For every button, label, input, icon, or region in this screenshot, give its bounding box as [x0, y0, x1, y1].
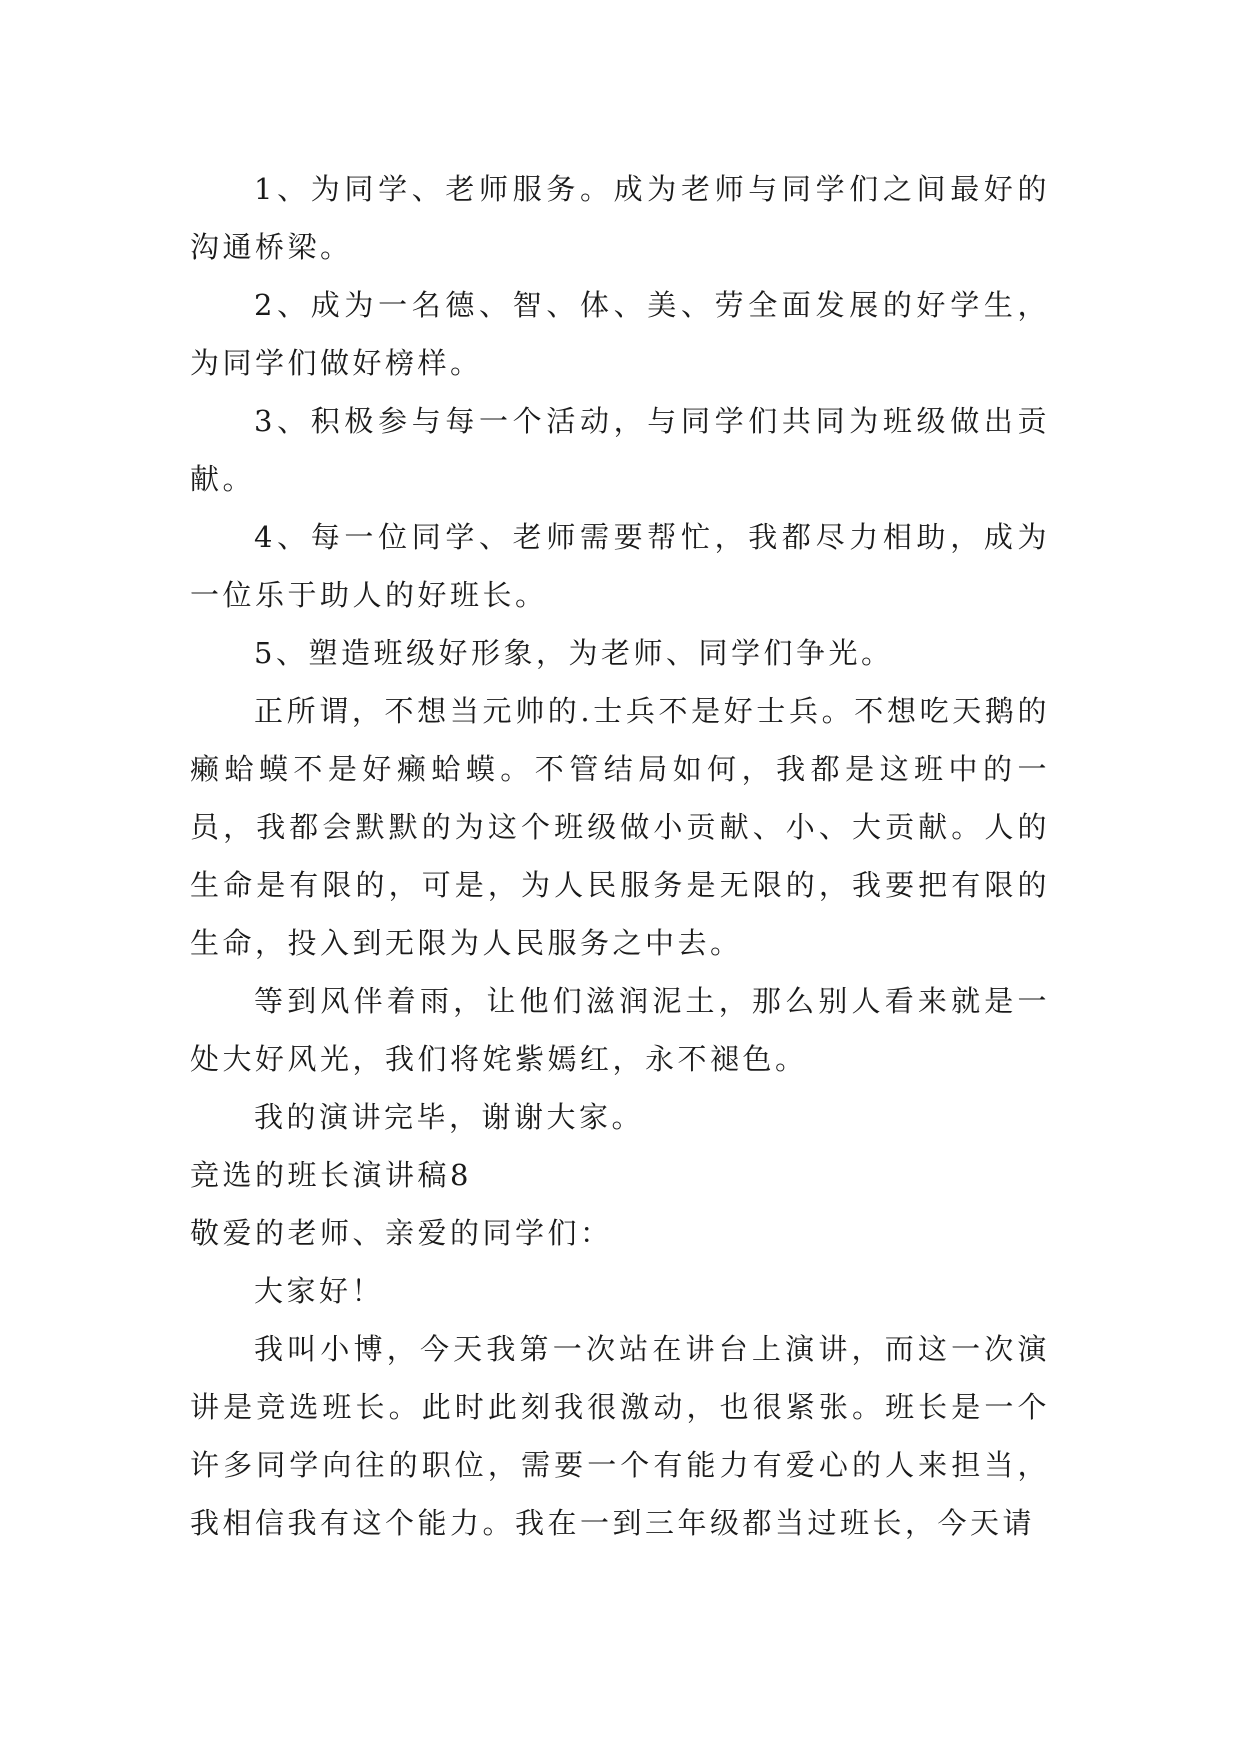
paragraph-duty-3: 3、积极参与每一个活动，与同学们共同为班级做出贡献。: [190, 404, 1050, 496]
paragraph-duty-5: 5、塑造班级好形象，为老师、同学们争光。: [254, 636, 894, 670]
paragraph-closing: 等到风伴着雨，让他们滋润泥土，那么别人看来就是一处大好风光，我们将姹紫嫣红，永不褪色。: [190, 984, 1050, 1076]
paragraph-thanks: 我的演讲完毕，谢谢大家。: [254, 1100, 645, 1134]
paragraph-motto: 正所谓，不想当元帅的.士兵不是好士兵。不想吃天鹅的癞蛤蟆不是好癞蛤蟆。不管结局如何，我都是这班中的一员，我都会默默的为这个班级做小贡献、小、大贡献。人的生命是有限的，可是，为人民服务是无限的，我要把有限的生命，投入到无限为人民服务之中去。: [190, 694, 1050, 960]
paragraph-duty-4: 4、每一位同学、老师需要帮忙，我都尽力相助，成为一位乐于助人的好班长。: [190, 520, 1050, 612]
salutation: 敬爱的老师、亲爱的同学们：: [190, 1216, 613, 1250]
section-heading: 竞选的班长演讲稿8: [190, 1158, 472, 1192]
body-text: [190, 160, 1050, 1552]
paragraph-duty-1: 1、为同学、老师服务。成为老师与同学们之间最好的沟通桥梁。: [190, 172, 1050, 264]
paragraph-intro: 我叫小博，今天我第一次站在讲台上演讲，而这一次演讲是竞选班长。此时此刻我很激动，也很紧张。班长是一个许多同学向往的职位，需要一个有能力有爱心的人来担当，我相信我有这个能力。我在一到三年级都当过班长，今天请: [190, 1332, 1050, 1540]
paragraph-duty-2: 2、成为一名德、智、体、美、劳全面发展的好学生，为同学们做好榜样。: [190, 288, 1050, 380]
greeting: 大家好！: [254, 1274, 385, 1308]
